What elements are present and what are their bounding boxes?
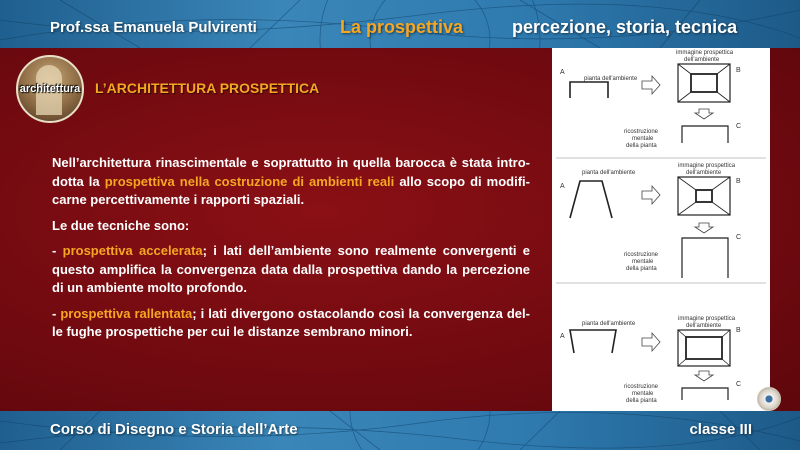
section-title: L’ARCHITETTURA PROSPETTICA <box>95 80 320 96</box>
arrow-down-icon <box>695 109 713 119</box>
recon-label: della pianta <box>626 143 657 149</box>
image-label: dell'ambiente <box>686 323 722 329</box>
recon-label: ricostruzione <box>624 129 659 135</box>
diagram-panel-2 <box>560 163 741 278</box>
room-plan-converging <box>570 181 612 218</box>
paragraph-techniques: Le due tecniche sono: <box>52 217 190 233</box>
recon-label: mentale <box>632 391 654 397</box>
image-label: dell'ambiente <box>686 170 722 176</box>
slowed-highlight: prospettiva rallentata <box>60 305 193 321</box>
badge-label: architettura <box>19 83 81 95</box>
footer-band <box>0 411 800 450</box>
letter-a: A <box>560 183 565 190</box>
letter-a: A <box>560 333 565 340</box>
intro-text-start: Nell’architettura rinascimentale e soprattutto in quella barocca è stata introdotta la <box>52 155 530 189</box>
eye-icon[interactable] <box>757 387 781 411</box>
arrow-down-icon <box>695 223 713 233</box>
arrow-down-icon <box>695 371 713 381</box>
recon-label: della pianta <box>626 266 657 272</box>
letter-c: C <box>736 234 742 241</box>
recon-label: mentale <box>632 259 654 265</box>
image-label: immagine prospettica <box>678 163 736 169</box>
recon-label: ricostruzione <box>624 252 659 258</box>
plan-label: pianta dell'ambiente <box>582 321 636 327</box>
plan-label: pianta dell'ambiente <box>582 170 636 176</box>
paragraph-slowed <box>52 305 530 342</box>
reconstructed-plan-shallow <box>682 388 728 400</box>
letter-a: A <box>560 69 565 76</box>
accelerated-highlight: prospettiva accelerata <box>62 243 203 258</box>
paragraph-accelerated <box>52 242 530 298</box>
bullet-dash: - <box>52 305 61 321</box>
presentation-title: La prospettiva <box>340 17 464 37</box>
arrow-icon <box>642 76 660 94</box>
author-name: Prof.ssa Emanuela Pulvirenti <box>50 19 257 36</box>
slowed-text: ; i lati divergono ostacolando così la convergenza delle fughe prospettiche per cui le distanze sembrano minori. <box>52 305 530 339</box>
recon-label: ricostruzione <box>624 384 659 390</box>
architecture-badge <box>16 55 84 123</box>
intro-highlight: prospettiva nella costruzione di ambienti reali <box>104 173 395 189</box>
image-label: immagine prospettica <box>676 50 734 56</box>
reconstructed-plan <box>682 126 728 143</box>
reconstructed-plan-deep <box>682 238 728 278</box>
paragraph-intro <box>52 154 530 210</box>
letter-c: C <box>736 123 742 130</box>
room-plan-diverging <box>570 330 616 353</box>
room-plan <box>570 82 608 98</box>
arrow-icon <box>642 333 660 351</box>
letter-b: B <box>736 327 741 334</box>
letter-b: B <box>736 178 741 185</box>
presentation-subtitle: percezione, storia, tecnica <box>512 17 738 37</box>
image-label: dell'ambiente <box>684 57 720 63</box>
diagram-panel-1 <box>560 50 741 149</box>
class-label: classe III <box>689 421 752 438</box>
arrow-icon <box>642 186 660 204</box>
recon-label: mentale <box>632 136 654 142</box>
letter-c: C <box>736 381 742 388</box>
header-band <box>0 0 800 48</box>
recon-label: della pianta <box>626 398 657 404</box>
intro-text-end: allo scopo di modificarne percettivamente i rapporti spaziali. <box>52 173 530 207</box>
diagram-panel-3 <box>560 316 741 404</box>
body-text <box>52 154 530 349</box>
accelerated-text: ; i lati dell’ambiente sono realmente convergenti e questo amplifica la convergenza data dalla prospettiva dando la percezione di un ambiente molto profondo. <box>52 243 530 295</box>
course-name: Corso di Disegno e Storia dell’Arte <box>50 421 298 438</box>
bullet-dash: - <box>52 243 63 258</box>
letter-b: B <box>736 67 741 74</box>
plan-label: pianta dell'ambiente <box>584 76 638 82</box>
image-label: immagine prospettica <box>678 316 736 322</box>
perspective-diagram <box>552 48 770 411</box>
perspective-diagram-svg <box>552 48 770 411</box>
